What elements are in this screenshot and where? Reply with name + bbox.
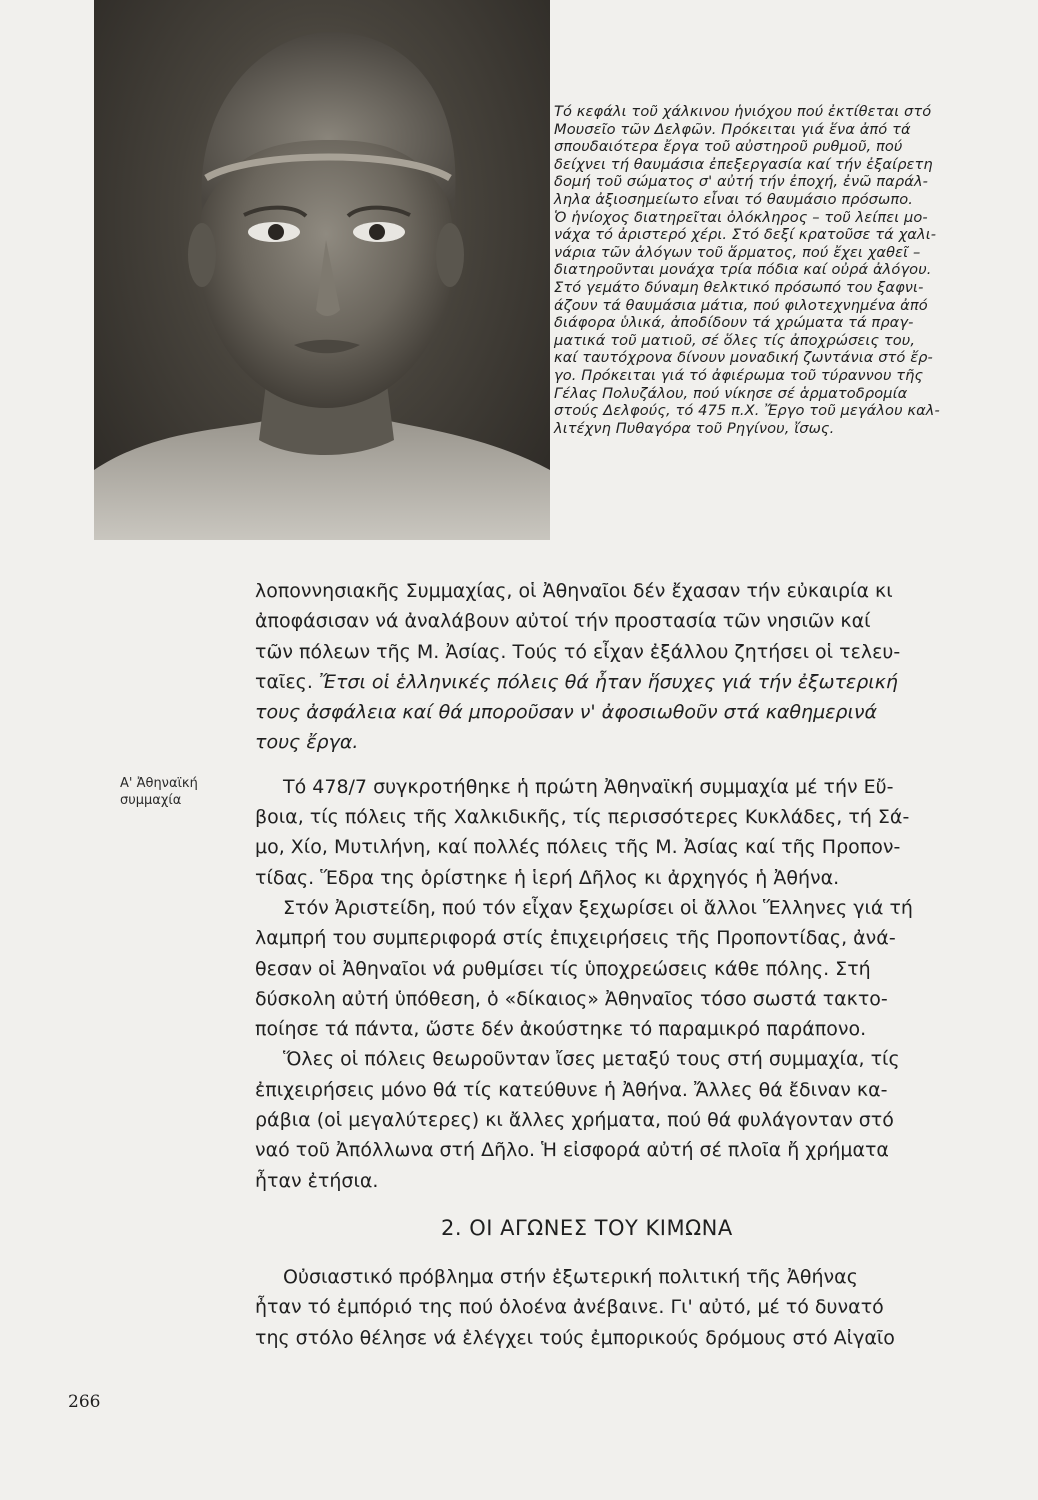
paragraph-first-line: Οὐσιαστικό πρόβλημα στήν ἐξωτερική πολιτική τῆς Ἀθήνας: [283, 1266, 858, 1288]
caption-line: ματικά τοῦ ματιοῦ, σέ ὅλες τίς ἀποχρώσεις του,: [554, 331, 916, 349]
text-line: τίδας. Ἕδρα της ὁρίστηκε ἡ ἱερή Δῆλος κι ἀρχηγός ἡ Ἀθήνα.: [255, 866, 840, 889]
caption-line: δομή τοῦ σώματος σ' αὐτή τήν ἐποχή, ἐνῶ παράλ-: [554, 173, 929, 191]
caption-line: καί ταυτόχρονα δίνουν μοναδική ζωντάνια στό ἔρ-: [554, 349, 933, 367]
paragraph-first-line: Στόν Ἀριστείδη, πού τόν εἶχαν ξεχωρίσει οἱ ἄλλοι Ἕλληνες γιά τή: [283, 896, 913, 919]
margin-note-line: Α' Ἀθηναϊκή: [120, 776, 198, 791]
italic-text-line: τους ἀσφάλεια καί θά μποροῦσαν ν' ἀφοσιωθοῦν στά καθημερινά: [255, 701, 878, 724]
text-line: ράβια (οἱ μεγαλύτερες) κι ἄλλες χρήματα, πού θά φυλάγονταν στό: [255, 1109, 894, 1132]
text-line: [255, 667, 995, 697]
section-heading: 2. ΟΙ ΑΓΩΝΕΣ ΤΟΥ ΚΙΜΩΝΑ: [441, 1216, 733, 1240]
caption-line: διατηροῦνται μονάχα τρία πόδια καί οὐρά ἀλόγου.: [554, 261, 932, 279]
caption-line: διάφορα ὑλικά, ἀποδίδουν τά χρώματα τά πραγ-: [554, 314, 914, 332]
paragraph-first-line: Ὅλες οἱ πόλεις θεωροῦνταν ἴσες μεταξύ τους στή συμμαχία, τίς: [283, 1048, 900, 1071]
caption-line: νάρια τῶν ἀλόγων τοῦ ἅρματος, πού ἔχει χαθεῖ –: [554, 243, 921, 261]
text-line: λοποννησιακῆς Συμμαχίας, οἱ Ἀθηναῖοι δέν ἔχασαν τήν εὐκαιρία κι: [255, 580, 893, 602]
text-line: ποίησε τά πάντα, ὥστε δέν ἀκούστηκε τό παραμικρό παράπονο.: [255, 1018, 867, 1041]
italic-text-segment: Ἔτσι οἱ ἑλληνικές πόλεις θά ἦταν ἥσυχες γιά τήν ἐξωτερική: [318, 670, 898, 693]
text-line: ἀποφάσισαν νά ἀναλάβουν αὐτοί τήν προστασία τῶν νησιῶν καί: [255, 610, 871, 633]
caption-line: Ὁ ἡνίοχος διατηρεῖται ὁλόκληρος – τοῦ λείπει μο-: [554, 208, 928, 226]
italic-text-line: τους ἔργα.: [255, 731, 359, 754]
text-line: ἦταν τό ἐμπόριό της πού ὁλοένα ἀνέβαινε. Γι' αὐτό, μέ τό δυνατό: [255, 1296, 884, 1319]
caption-line: νάχα τό ἀριστερό χέρι. Στό δεξί κρατοῦσε τά χαλι-: [554, 226, 937, 244]
body-text: [255, 576, 995, 1196]
text-line: ἦταν ἐτήσια.: [255, 1169, 379, 1192]
charioteer-photo: [94, 0, 550, 540]
caption-line: στούς Δελφούς, τό 475 π.Χ. Ἔργο τοῦ μεγάλου καλ-: [554, 402, 940, 420]
caption-line: άζουν τά θαυμάσια μάτια, πού φιλοτεχνημένα ἀπό: [554, 296, 928, 314]
caption-line: δείχνει τή θαυμάσια ἐπεξεργασία καί τήν ἐξαίρετη: [554, 155, 933, 173]
caption-line: σπουδαιότερα ἔργα τοῦ αὐστηροῦ ρυθμοῦ, πού: [554, 138, 903, 156]
margin-note-line: συμμαχία: [120, 793, 182, 808]
page-number: 266: [68, 1392, 101, 1412]
caption-line: Γέλας Πολυζάλου, πού νίκησε σέ ἁρματοδρομία: [554, 384, 908, 402]
caption-line: Στό γεμάτο δύναμη θελκτικό πρόσωπό του ξαφνι-: [554, 278, 924, 296]
caption-line: λιτέχνη Πυθαγόρα τοῦ Ρηγίνου, ἴσως.: [554, 419, 835, 437]
text-line: δύσκολη αὐτή ὑπόθεση, ὁ «δίκαιος» Ἀθηναῖος τόσο σωστά τακτο-: [255, 987, 888, 1010]
text-segment: ταῖες.: [255, 670, 319, 693]
paragraph-first-line: Τό 478/7 συγκροτήθηκε ἡ πρώτη Ἀθηναϊκή συμμαχία μέ τήν Εὔ-: [283, 775, 894, 798]
text-line: θεσαν οἱ Ἀθηναῖοι νά ρυθμίσει τίς ὑποχρεώσεις κάθε πόλης. Στή: [255, 957, 871, 980]
margin-note: [120, 775, 198, 809]
section-body-text: [255, 1262, 895, 1353]
caption-line: Μουσεῖο τῶν Δελφῶν. Πρόκειται γιά ἕνα ἀπό τά: [554, 120, 911, 138]
text-line: ἐπιχειρήσεις μόνο θά τίς κατεύθυνε ἡ Ἀθήνα. Ἄλλες θά ἔδιναν κα-: [255, 1078, 888, 1101]
text-line: τῶν πόλεων τῆς Μ. Ἀσίας. Τούς τό εἶχαν ἐξάλλου ζητήσει οἱ τελευ-: [255, 640, 901, 663]
caption-line: Τό κεφάλι τοῦ χάλκινου ἡνιόχου πού ἐκτίθεται στό: [554, 103, 932, 120]
charioteer-head-illustration: [94, 0, 550, 540]
photo-caption: [554, 103, 986, 437]
caption-line: ληλα ἀξιοσημείωτο εἶναι τό θαυμάσιο πρόσωπο.: [554, 190, 913, 208]
text-line: βοια, τίς πόλεις τῆς Χαλκιδικῆς, τίς περισσότερες Κυκλάδες, τή Σά-: [255, 806, 910, 829]
text-line: μο, Χίο, Μυτιλήνη, καί πολλές πόλεις τῆς Μ. Ἀσίας καί τῆς Προπον-: [255, 836, 901, 859]
text-line: της στόλο θέλησε νά ἐλέγχει τούς ἐμπορικούς δρόμους στό Αἰγαῖο: [255, 1326, 895, 1349]
caption-line: γο. Πρόκειται γιά τό ἀφιέρωμα τοῦ τύραννου τῆς: [554, 366, 924, 384]
text-line: λαμπρή του συμπεριφορά στίς ἐπιχειρήσεις τῆς Προποντίδας, ἀνά-: [255, 927, 896, 950]
text-line: ναό τοῦ Ἀπόλλωνα στή Δῆλο. Ἡ εἰσφορά αὐτή σέ πλοῖα ἤ χρήματα: [255, 1139, 889, 1162]
